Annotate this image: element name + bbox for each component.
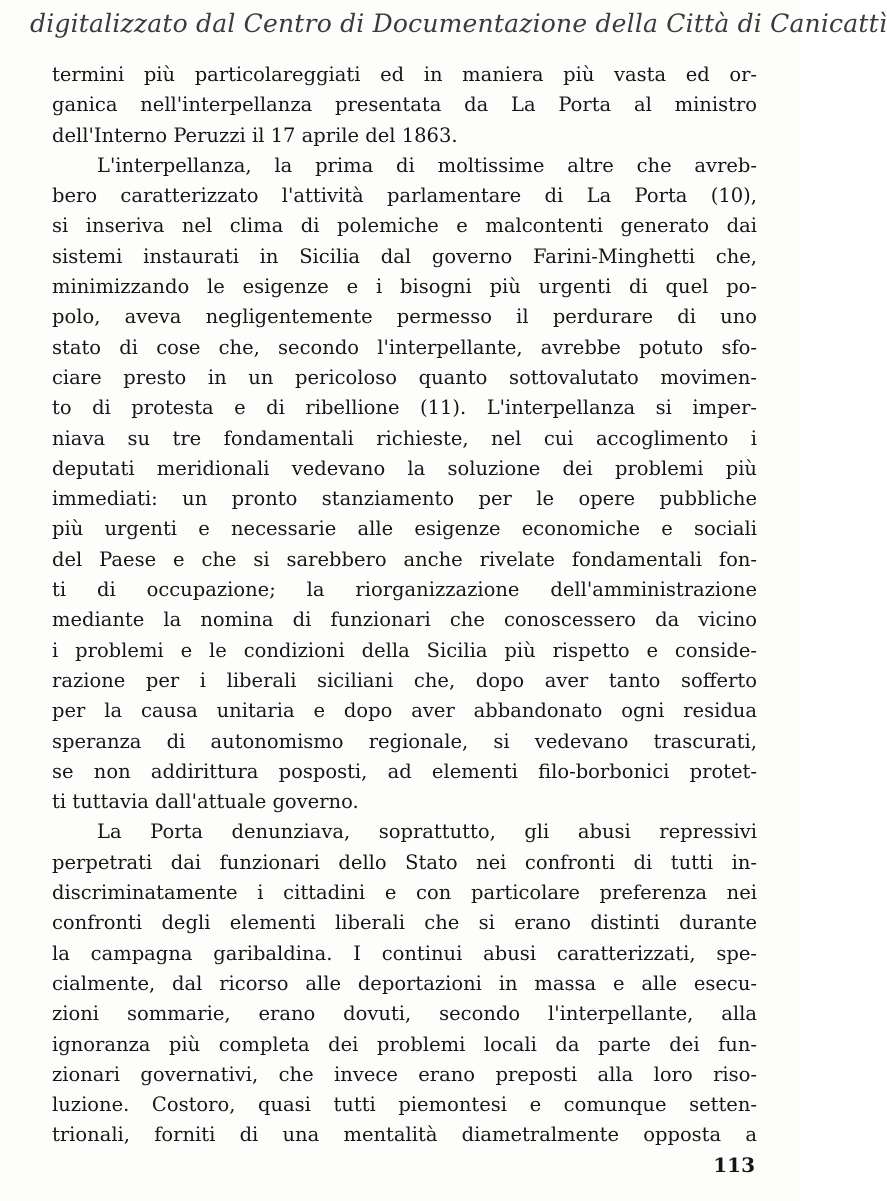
text-line: speranza di autonomismo regionale, si vedevano trascurati, [52, 729, 757, 753]
text-line: ti tuttavia dall'attuale governo. [52, 790, 359, 814]
text-line: L'interpellanza, la prima di moltissime altre che avreb- [97, 153, 757, 177]
text-line: se non addirittura posposti, ad elementi filo-borbonici protet- [52, 759, 757, 783]
text-line: niava su tre fondamentali richieste, nel cui accoglimento i [52, 426, 757, 450]
text-line: termini più particolareggiati ed in maniera più vasta ed or- [52, 63, 757, 86]
text-line: ti di occupazione; la riorganizzazione dell'amministrazione [52, 578, 757, 602]
page-number: 113 [713, 1153, 755, 1177]
text-line: cialmente, dal ricorso alle deportazioni in massa e alle esecu- [52, 971, 757, 995]
paragraph [52, 151, 757, 818]
text-line: sistemi instaurati in Sicilia dal governo Farini-Minghetti che, [52, 244, 757, 268]
text-line: razione per i liberali siciliani che, dopo aver tanto sofferto [52, 668, 757, 692]
text-line: zionari governativi, che invece erano preposti alla loro riso- [52, 1062, 757, 1086]
text-line: la campagna garibaldina. I continui abusi caratterizzati, spe- [52, 941, 757, 965]
body-text [52, 60, 757, 1151]
text-line: dell'Interno Peruzzi il 17 aprile del 1863. [52, 123, 458, 147]
text-line: zioni sommarie, erano dovuti, secondo l'interpellante, alla [52, 1002, 757, 1026]
text-line: luzione. Costoro, quasi tutti piemontesi e comunque setten- [52, 1093, 757, 1117]
digitization-watermark: digitalizzato dal Centro di Documentazione della Città di Canicattì [30, 9, 887, 38]
text-line: to di protesta e di ribellione (11). L'interpellanza si imper- [52, 396, 757, 420]
text-line: si inseriva nel clima di polemiche e malcontenti generato dai [52, 214, 757, 238]
text-line: ganica nell'interpellanza presentata da La Porta al ministro [52, 93, 757, 117]
text-line: ignoranza più completa dei problemi locali da parte dei fun- [52, 1032, 757, 1056]
text-line: La Porta denunziava, soprattutto, gli abusi repressivi [97, 820, 757, 844]
text-line: del Paese e che si sarebbero anche rivelate fondamentali fon- [52, 547, 757, 571]
text-line: immediati: un pronto stanziamento per le opere pubbliche [52, 487, 757, 511]
text-line: polo, aveva negligentemente permesso il perdurare di uno [52, 305, 757, 329]
text-line: deputati meridionali vedevano la soluzione dei problemi più [52, 456, 757, 480]
text-line: per la causa unitaria e dopo aver abbandonato ogni residua [52, 699, 757, 723]
text-line: ciare presto in un pericoloso quanto sottovalutato movimen- [52, 365, 757, 389]
text-line: discriminatamente i cittadini e con particolare preferenza nei [52, 881, 757, 905]
text-line: stato di cose che, secondo l'interpellante, avrebbe potuto sfo- [52, 335, 757, 359]
text-line: bero caratterizzato l'attività parlamentare di La Porta (10), [52, 184, 757, 208]
text-line: minimizzando le esigenze e i bisogni più urgenti di quel po- [52, 275, 757, 299]
text-line: mediante la nomina di funzionari che conoscessero da vicino [52, 608, 757, 632]
text-line: confronti degli elementi liberali che si erano distinti durante [52, 911, 757, 935]
text-line: perpetrati dai funzionari dello Stato nei confronti di tutti in- [52, 850, 757, 874]
paragraph [52, 817, 757, 1150]
text-line: i problemi e le condizioni della Sicilia più rispetto e conside- [52, 638, 757, 662]
text-line: trionali, forniti di una mentalità diametralmente opposta a [52, 1123, 757, 1147]
paragraph [52, 60, 757, 151]
text-line: più urgenti e necessarie alle esigenze economiche e sociali [52, 517, 757, 541]
